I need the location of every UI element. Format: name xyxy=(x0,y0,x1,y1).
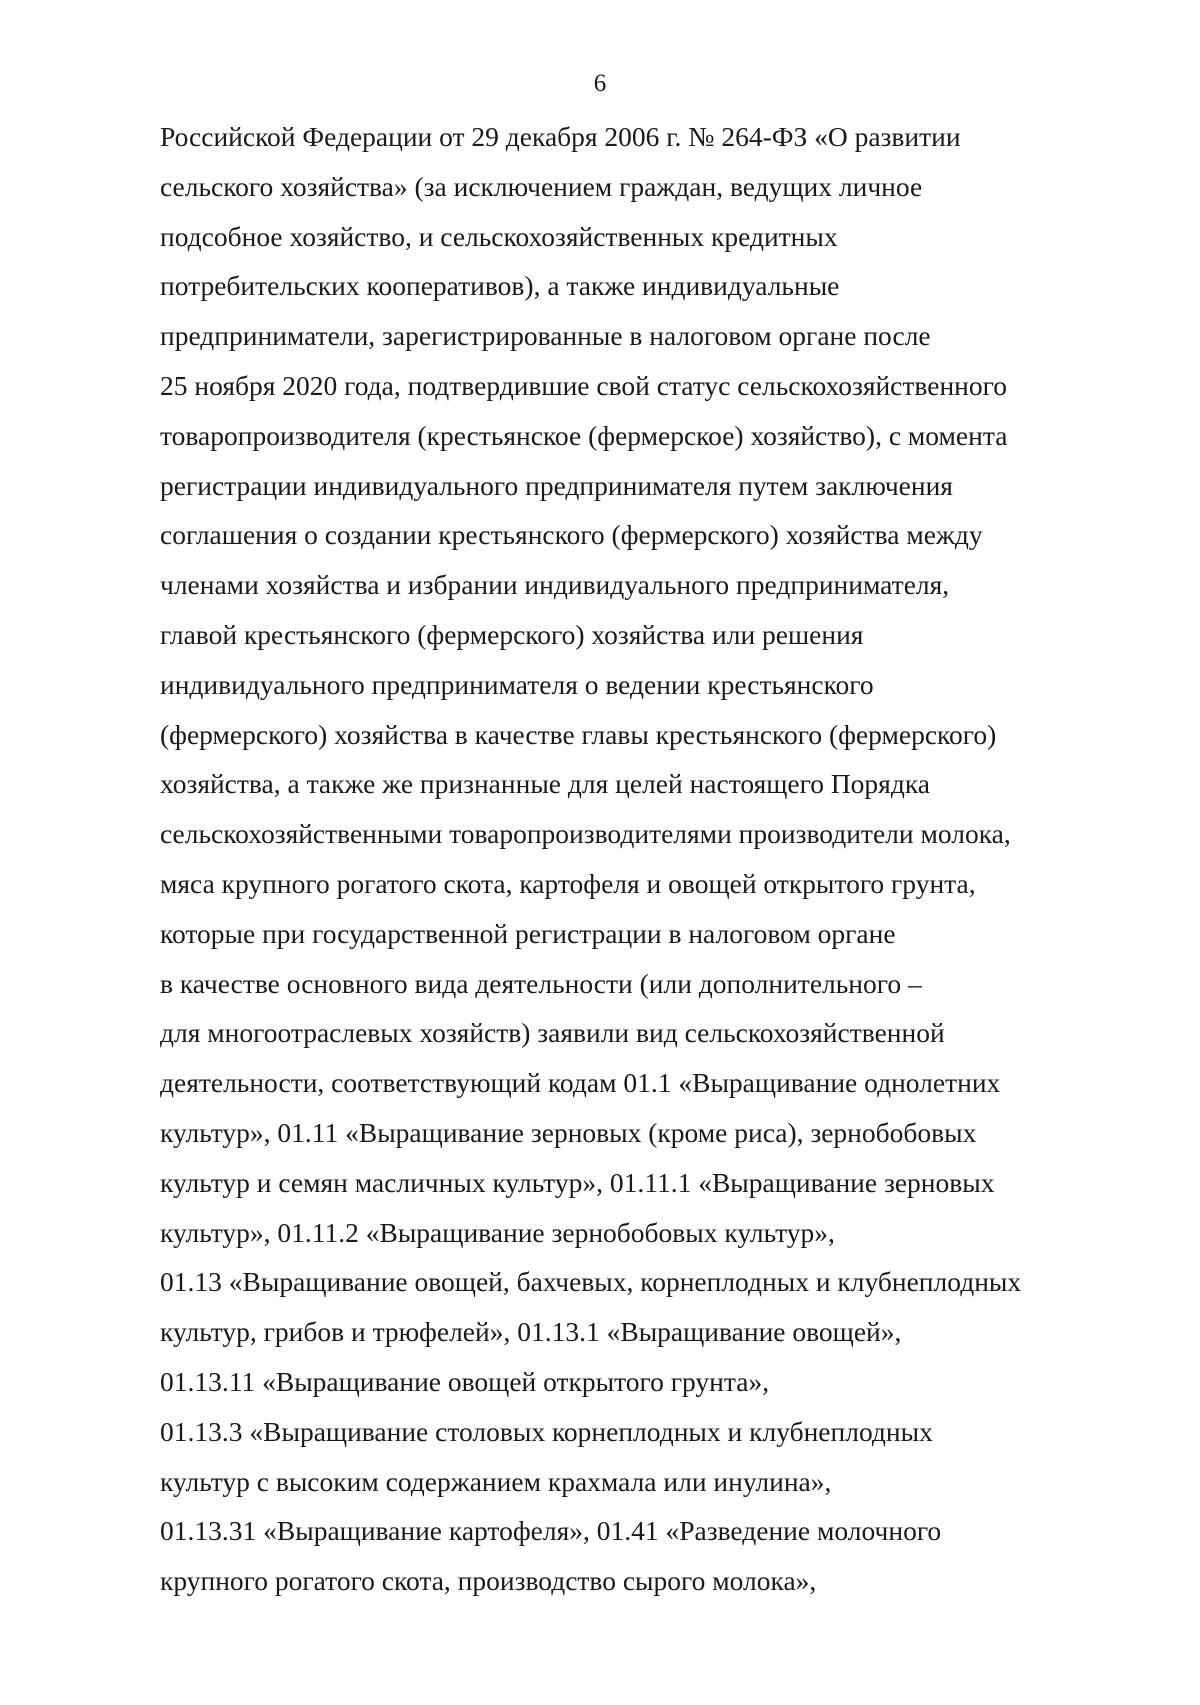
text-line: 25 ноября 2020 года, подтвердившие свой статус сельскохозяйственного xyxy=(160,369,1007,401)
text-line: крупного рогатого скота, производство сырого молока», xyxy=(160,1565,817,1597)
text-line: 01.13.3 «Выращивание столовых корнеплодных и клубнеплодных xyxy=(160,1415,933,1447)
text-line: культур», 01.11.2 «Выращивание зернобобовых культур», xyxy=(160,1216,835,1248)
text-line: главой крестьянского (фермерского) хозяйства или решения xyxy=(160,618,864,650)
body-text xyxy=(160,112,1094,1606)
text-line: товаропроизводителя (крестьянское (фермерское) хозяйство), с момента xyxy=(160,419,1008,451)
text-line: которые при государственной регистрации в налоговом органе xyxy=(160,917,896,949)
text-line: сельскохозяйственными товаропроизводителями производители молока, xyxy=(160,818,1011,850)
text-line: индивидуального предпринимателя о ведении крестьянского xyxy=(160,668,874,700)
text-line: членами хозяйства и избрании индивидуального предпринимателя, xyxy=(160,569,950,601)
text-line: 01.13.11 «Выращивание овощей открытого грунта», xyxy=(160,1365,770,1397)
text-line: подсобное хозяйство, и сельскохозяйственных кредитных xyxy=(160,220,838,252)
text-line: регистрации индивидуального предпринимателя путем заключения xyxy=(160,469,953,501)
text-line: соглашения о создании крестьянского (фермерского) хозяйства между xyxy=(160,519,983,551)
text-line: предприниматели, зарегистрированные в налоговом органе после xyxy=(160,320,931,352)
text-line: культур и семян масличных культур», 01.11.1 «Выращивание зерновых xyxy=(160,1166,995,1198)
text-line: 01.13.31 «Выращивание картофеля», 01.41 «Разведение молочного xyxy=(160,1515,942,1547)
text-line: (фермерского) хозяйства в качестве главы крестьянского (фермерского) xyxy=(160,718,997,750)
text-line: Российской Федерации от 29 декабря 2006 г. № 264-ФЗ «О развитии xyxy=(160,121,961,152)
text-line: культур», 01.11 «Выращивание зерновых (кроме риса), зернобобовых xyxy=(160,1116,977,1148)
text-line: для многоотраслевых хозяйств) заявили вид сельскохозяйственной xyxy=(160,1017,945,1049)
text-line: потребительских кооперативов), а также индивидуальные xyxy=(160,270,840,302)
page-number: 6 xyxy=(593,70,607,97)
text-line: культур, грибов и трюфелей», 01.13.1 «Выращивание овощей», xyxy=(160,1316,902,1348)
text-line: в качестве основного вида деятельности (или дополнительного – xyxy=(160,967,922,999)
text-line: хозяйства, а также же признанные для целей настоящего Порядка xyxy=(160,768,930,800)
text-line: деятельности, соответствующий кодам 01.1 «Выращивание однолетних xyxy=(160,1067,1001,1099)
text-line: мяса крупного рогатого скота, картофеля и овощей открытого грунта, xyxy=(160,867,976,899)
text-line: культур с высоким содержанием крахмала или инулина», xyxy=(160,1465,832,1497)
text-line: сельского хозяйства» (за исключением граждан, ведущих личное xyxy=(160,170,923,202)
text-line: 01.13 «Выращивание овощей, бахчевых, корнеплодных и клубнеплодных xyxy=(160,1266,1022,1298)
